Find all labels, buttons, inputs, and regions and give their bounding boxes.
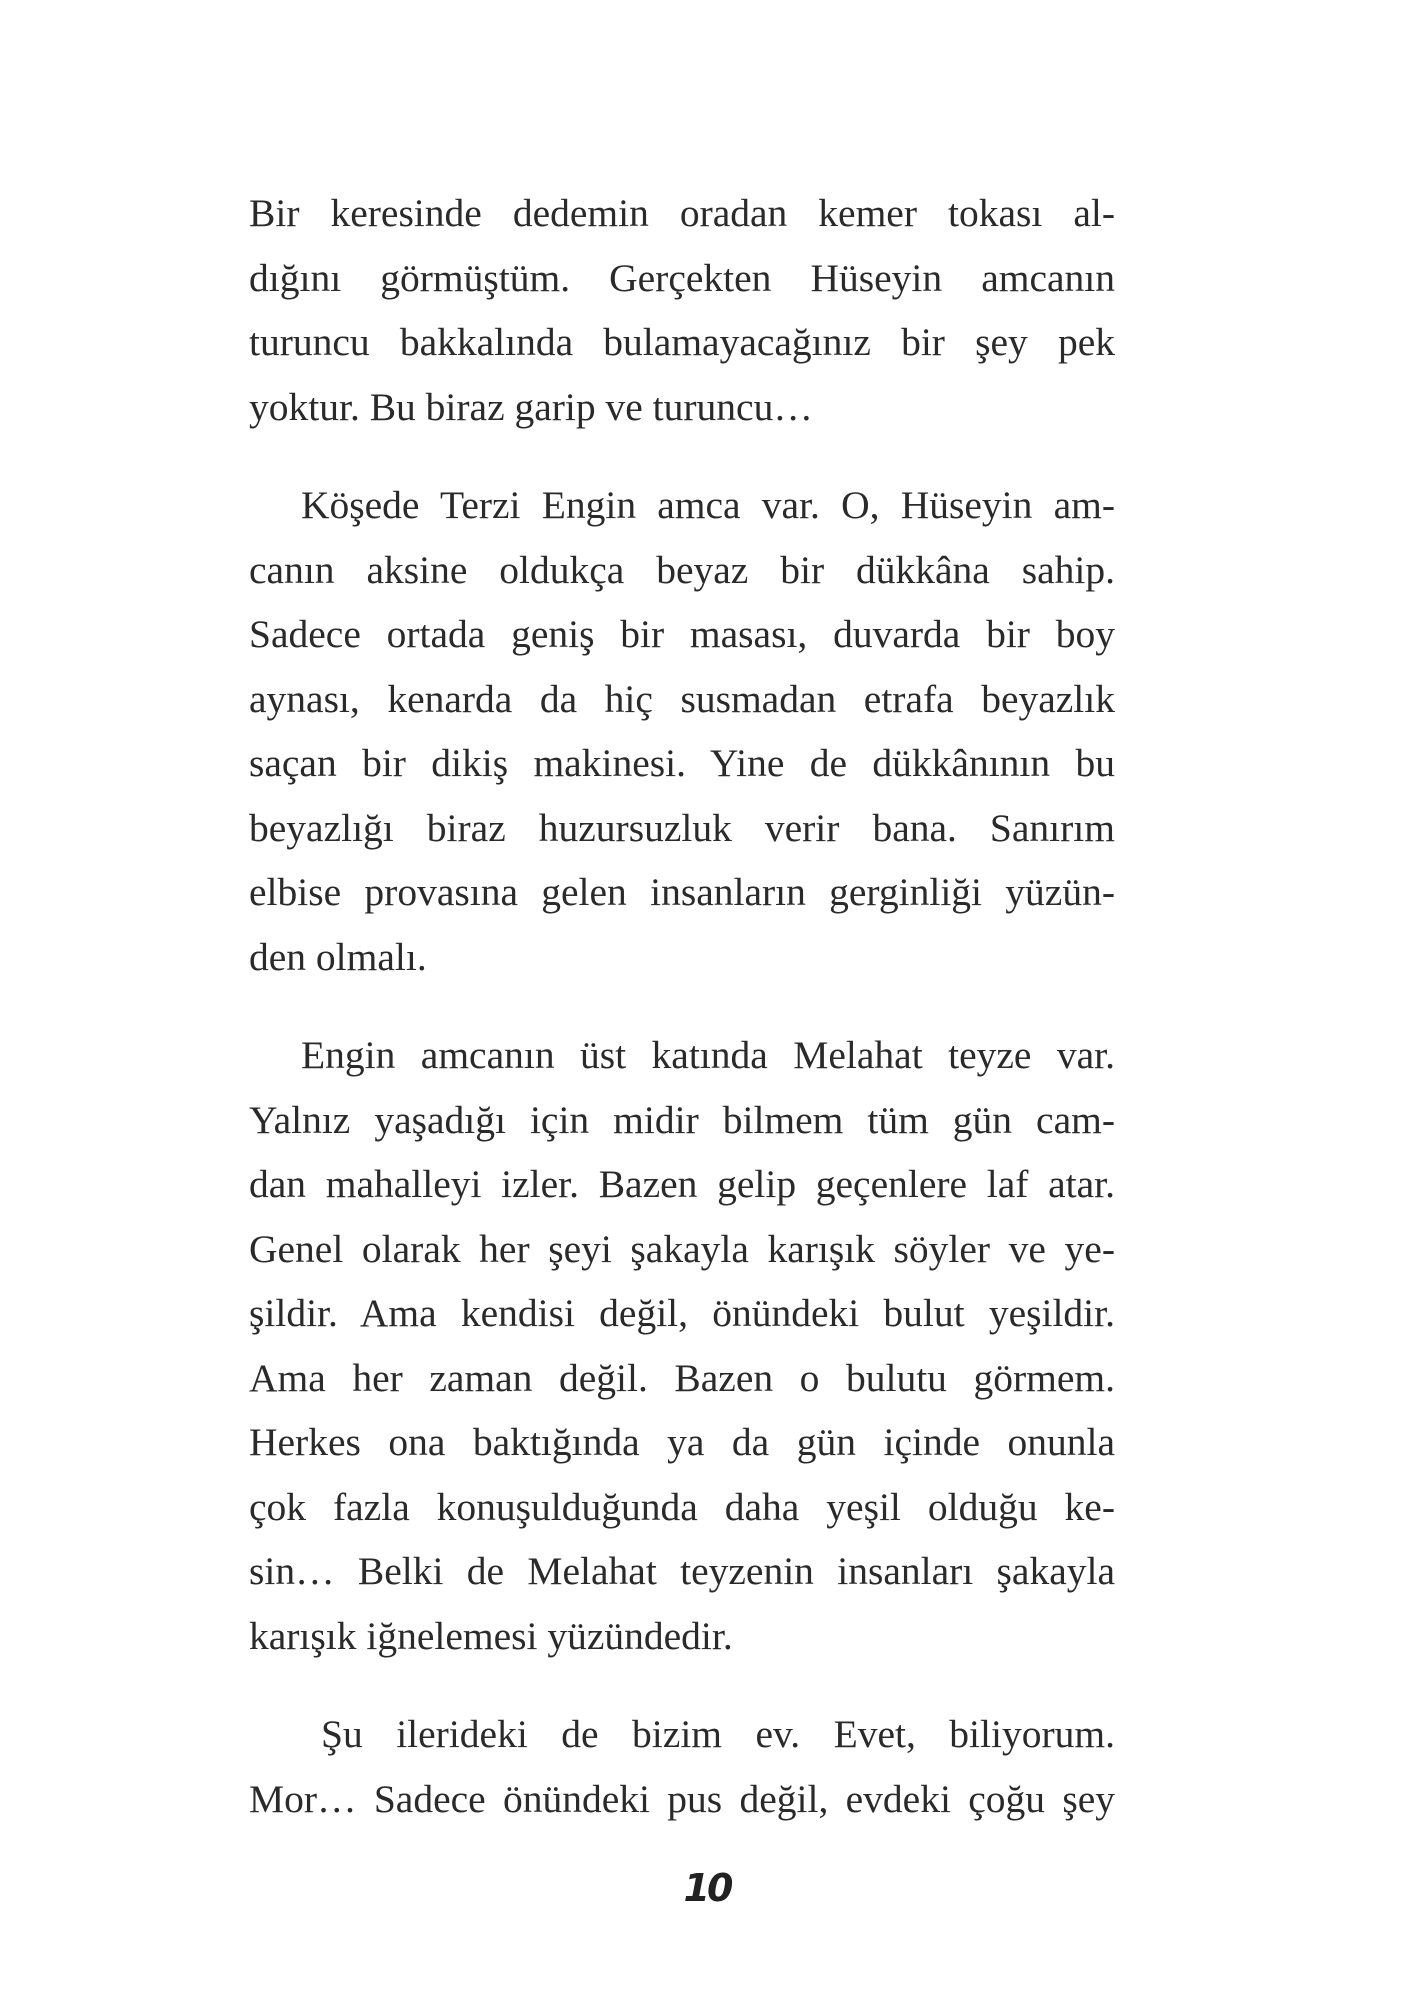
text-line: Köşede Terzi Engin amca var. O, Hüseyin am- xyxy=(301,483,1115,527)
text-line: Şu ilerideki de bizim ev. Evet, biliyorum. xyxy=(321,1712,1115,1756)
text-line: canın aksine oldukça beyaz bir dükkâna sahip. xyxy=(249,547,1115,592)
paragraph-gap xyxy=(249,989,1115,1023)
text-line: Yalnız yaşadığı için midir bilmem tüm gün cam- xyxy=(249,1097,1115,1142)
text-line: turuncu bakkalında bulamayacağınız bir şey pek xyxy=(249,320,1115,364)
text-line: beyazlığı biraz huzursuzluk verir bana. Sanırım xyxy=(249,805,1115,850)
text-line: saçan bir dikiş makinesi. Yine de dükkânının bu xyxy=(249,741,1115,785)
text-line: Mor… Sadece önündeki pus değil, evdeki çoğu şey xyxy=(249,1776,1115,1821)
text-line: Ama her zaman değil. Bazen o bulutu görmem. xyxy=(249,1355,1115,1400)
body-text xyxy=(249,181,1115,1831)
text-line: dığını görmüştüm. Gerçekten Hüseyin amcanın xyxy=(249,255,1115,300)
text-line: dan mahalleyi izler. Bazen gelip geçenlere laf atar. xyxy=(249,1162,1115,1206)
text-line: Herkes ona baktığında ya da gün içinde onunla xyxy=(249,1420,1115,1464)
text-line: yoktur. Bu biraz garip ve turuncu… xyxy=(249,384,813,429)
text-line: elbise provasına gelen insanların gerginliği yüzün- xyxy=(249,870,1115,914)
text-line: Genel olarak her şeyi şakayla karışık söyler ve ye- xyxy=(249,1226,1115,1271)
text-line: Bir keresinde dedemin oradan kemer tokası al- xyxy=(249,191,1115,235)
text-line: sin… Belki de Melahat teyzenin insanları şakayla xyxy=(249,1549,1115,1593)
text-line: çok fazla konuşulduğunda daha yeşil olduğu ke- xyxy=(249,1484,1115,1529)
text-line: Engin amcanın üst katında Melahat teyze var. xyxy=(301,1033,1115,1077)
text-line: Sadece ortada geniş bir masası, duvarda bir boy xyxy=(249,612,1115,656)
text-line: aynası, kenarda da hiç susmadan etrafa beyazlık xyxy=(249,676,1115,721)
text-line: şildir. Ama kendisi değil, önündeki bulut yeşildir. xyxy=(249,1291,1115,1335)
paragraph-gap xyxy=(249,1668,1115,1702)
text-line: karışık iğnelemesi yüzündedir. xyxy=(249,1613,733,1658)
text-line: den olmalı. xyxy=(249,934,427,979)
page-number: 10 xyxy=(683,1866,731,1910)
paragraph-gap xyxy=(249,439,1115,473)
